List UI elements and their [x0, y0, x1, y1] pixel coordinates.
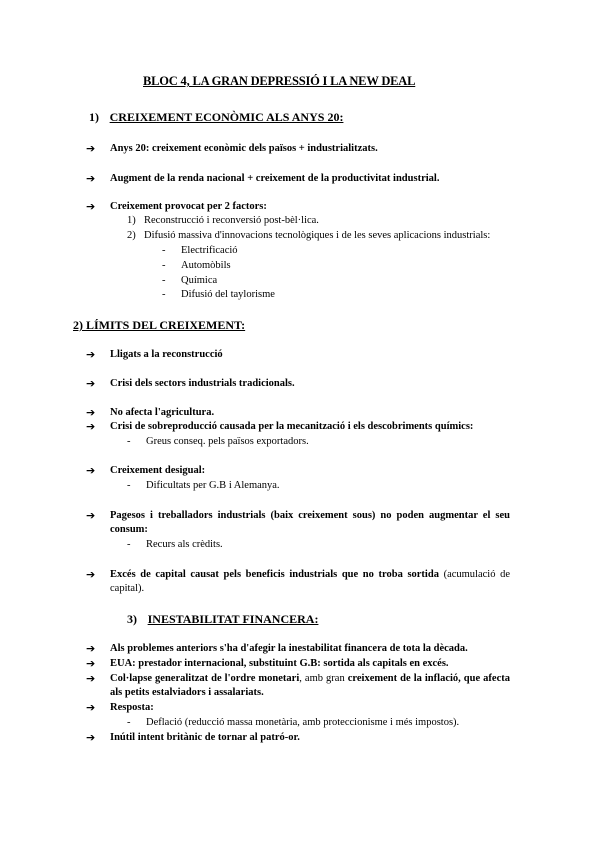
dash-marker: - — [127, 436, 131, 447]
bullet-text: Inútil intent britànic de tornar al patró-or. — [110, 732, 300, 743]
dash-item — [162, 244, 238, 258]
bullet-item — [86, 731, 300, 745]
numbered-item — [127, 214, 319, 228]
item-text: Reconstrucció i reconversió post-bèl·lica. — [144, 215, 319, 226]
item-text: Difusió del taylorisme — [181, 289, 275, 300]
item-text: Electrificació — [181, 245, 238, 256]
dash-marker: - — [162, 260, 166, 271]
bullet-item — [86, 142, 378, 156]
bullet-item — [86, 348, 223, 362]
dash-marker: - — [127, 717, 131, 728]
bullet-text: Augment de la renda nacional + creixement de la productivitat industrial. — [110, 173, 440, 184]
document-title: BLOC 4, LA GRAN DEPRESSIÓ I LA NEW DEAL — [143, 74, 416, 88]
arrow-icon: ➔ — [86, 406, 96, 419]
dash-marker: - — [162, 245, 166, 256]
arrow-icon: ➔ — [86, 348, 96, 361]
item-text: Dificultats per G.B i Alemanya. — [146, 480, 280, 491]
item-text: Química — [181, 275, 218, 286]
section-2-heading: 2) LÍMITS DEL CREIXEMENT: — [73, 318, 246, 332]
bullet-item — [86, 701, 154, 715]
dash-marker: - — [162, 275, 166, 286]
bullet-item — [86, 420, 473, 434]
bullet-text: Lligats a la reconstrucció — [110, 349, 223, 360]
item-text: Recurs als crèdits. — [146, 539, 223, 550]
bullet-text-bold: Excés de capital causat pels beneficis industrials que no troba sortida — [110, 569, 439, 580]
arrow-icon: ➔ — [86, 509, 96, 522]
bullet-item — [86, 200, 267, 214]
numbered-item — [127, 229, 490, 243]
item-text: Difusió massiva d'innovacions tecnològiques i de les seves aplicacions industrials: — [144, 230, 491, 241]
item-number: 2) — [127, 230, 136, 241]
bullet-item — [86, 642, 468, 656]
bullet-text: Als problemes anteriors s'ha d'afegir la inestabilitat financera de tota la dècada. — [110, 643, 468, 654]
bullet-item — [86, 657, 449, 671]
dash-marker: - — [127, 480, 131, 491]
bullet-item — [86, 464, 205, 478]
item-text: Automòbils — [181, 260, 231, 271]
dash-item — [127, 538, 223, 552]
dash-item — [162, 288, 275, 302]
bullet-text: Creixement desigual: — [110, 465, 206, 476]
arrow-icon: ➔ — [86, 464, 96, 477]
bullet-item — [86, 672, 510, 700]
bullet-text: No afecta l'agricultura. — [110, 407, 215, 418]
bullet-text-bold: creixement de la inflació, que afecta als petits estalviadors i assalariats. — [110, 673, 510, 698]
section-1-heading: CREIXEMENT ECONÒMIC ALS ANYS 20: — [109, 110, 344, 124]
arrow-icon: ➔ — [86, 172, 96, 185]
bullet-text: Creixement provocat per 2 factors: — [110, 201, 267, 212]
section-1-number: 1) — [89, 110, 99, 124]
dash-item — [127, 435, 309, 449]
bullet-text: Resposta: — [110, 702, 154, 713]
section-3-heading: INESTABILITAT FINANCERA: — [147, 612, 319, 626]
section-1-header — [89, 110, 343, 126]
bullet-text: Crisi de sobreproducció causada per la mecanització i els descobriments químics: — [110, 421, 474, 432]
dash-marker: - — [127, 539, 131, 550]
arrow-icon: ➔ — [86, 420, 96, 433]
bullet-text: Anys 20: creixement econòmic dels països + industrialitzats. — [110, 143, 378, 154]
bullet-text-bold: Col·lapse generalitzat de l'ordre monetari — [110, 673, 300, 684]
arrow-icon: ➔ — [86, 701, 96, 714]
item-number: 1) — [127, 215, 136, 226]
arrow-icon: ➔ — [86, 377, 96, 390]
item-text: Deflació (reducció massa monetària, amb proteccionisme i més impostos). — [146, 717, 460, 728]
dash-item — [127, 479, 280, 493]
item-text: Greus conseq. pels països exportadors. — [146, 436, 309, 447]
bullet-item — [86, 568, 510, 596]
bullet-text: EUA: prestador internacional, substituint G.B: sortida als capitals en excés. — [110, 658, 449, 669]
dash-item — [162, 259, 231, 273]
arrow-icon: ➔ — [86, 568, 96, 581]
arrow-icon: ➔ — [86, 200, 96, 213]
arrow-icon: ➔ — [86, 731, 96, 744]
bullet-item — [86, 172, 439, 186]
arrow-icon: ➔ — [86, 672, 96, 685]
bullet-item — [86, 406, 214, 420]
bullet-text: , amb gran — [299, 673, 348, 684]
bullet-text: (acumulació de capital). — [110, 569, 510, 594]
dash-marker: - — [162, 289, 166, 300]
bullet-item — [86, 377, 295, 391]
arrow-icon: ➔ — [86, 142, 96, 155]
bullet-item — [86, 509, 510, 537]
section-3-header — [127, 612, 318, 628]
bullet-text: Crisi dels sectors industrials tradicionals. — [110, 378, 295, 389]
bullet-text: Pagesos i treballadors industrials (baix creixement sous) no poden augmentar el seu consum: — [110, 510, 510, 535]
arrow-icon: ➔ — [86, 642, 96, 655]
section-3-number: 3) — [127, 612, 137, 626]
dash-item — [127, 716, 459, 730]
dash-item — [162, 274, 217, 288]
arrow-icon: ➔ — [86, 657, 96, 670]
